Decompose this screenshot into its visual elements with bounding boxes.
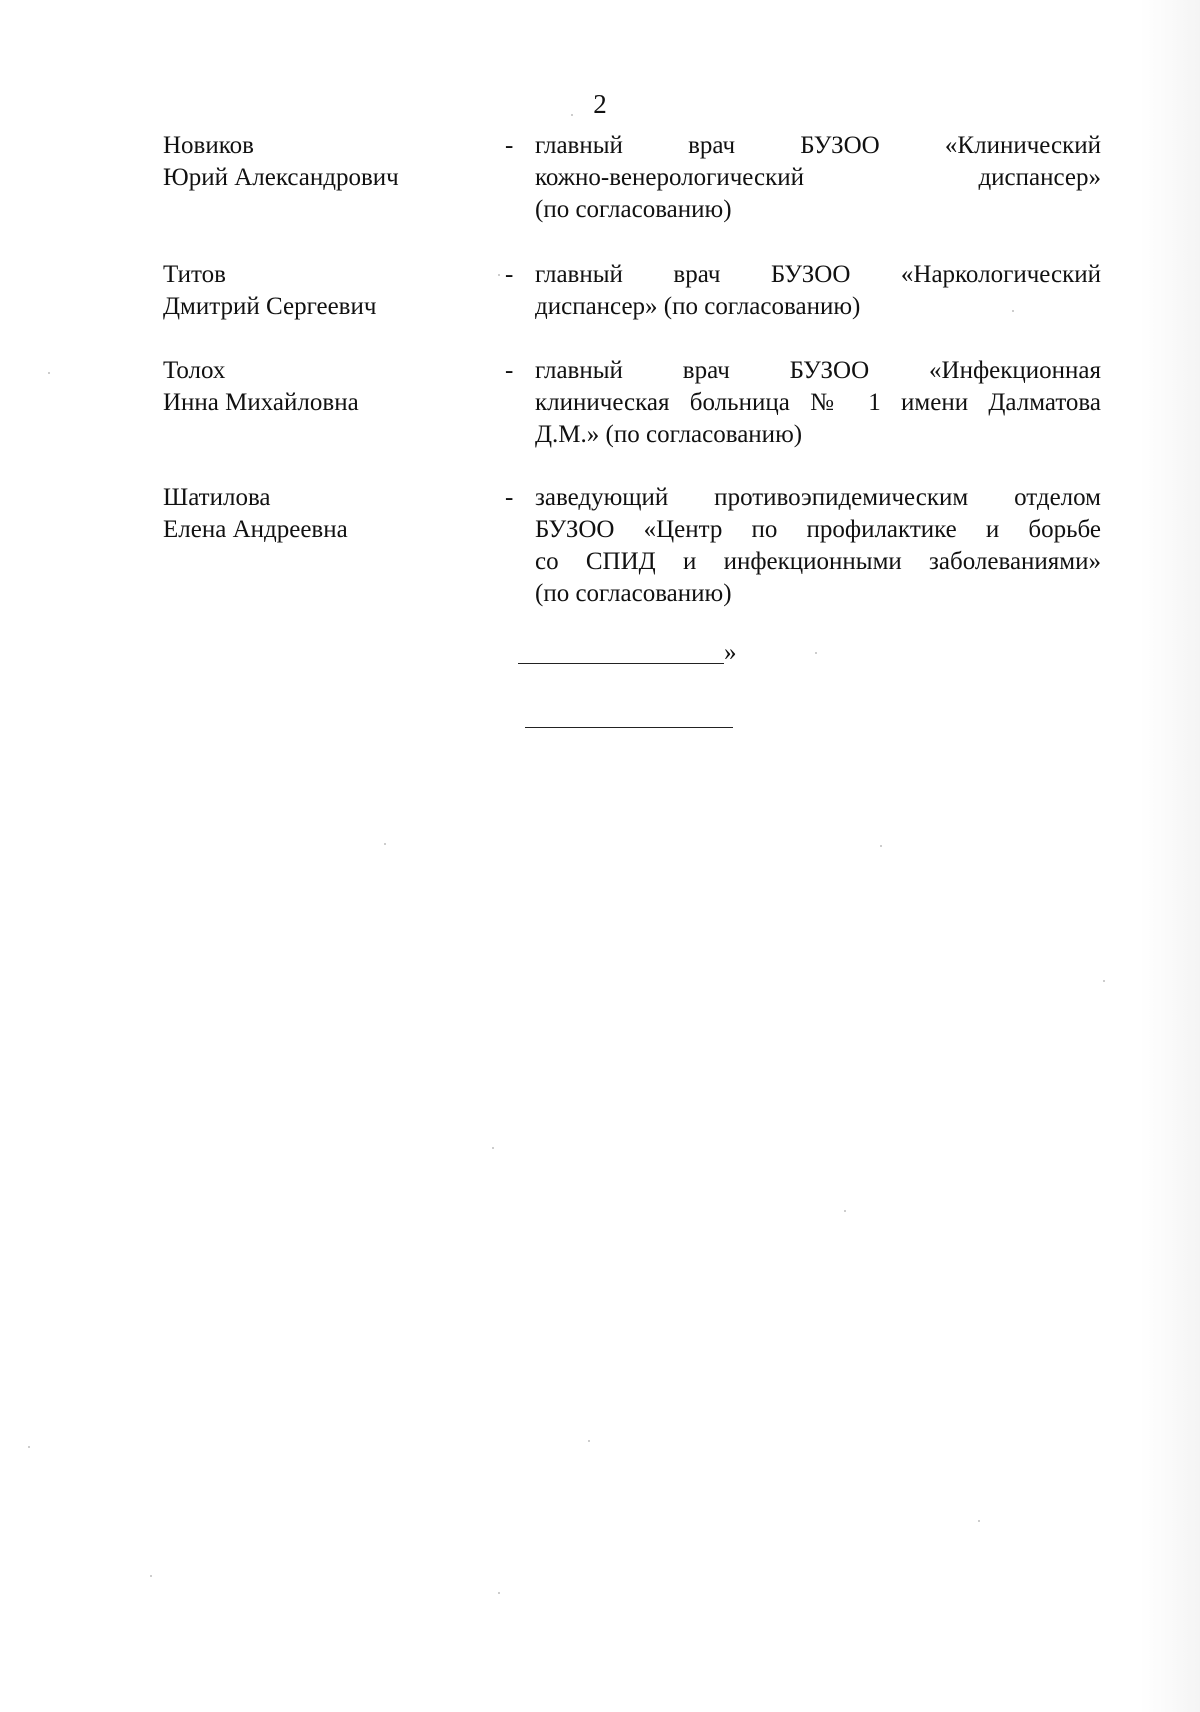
member-surname: Новиков <box>163 132 254 159</box>
closing-underline <box>518 663 724 664</box>
scan-speck <box>880 845 882 847</box>
position-line: заведующий противоэпидемическим отделом <box>535 484 1101 511</box>
position-line: главный врач БУЗОО «Клинический <box>535 132 1101 159</box>
scan-speck <box>588 1440 590 1442</box>
member-given-names: Елена Андреевна <box>163 516 348 543</box>
member-name <box>163 355 493 419</box>
closing-quote: » <box>724 639 737 666</box>
member-position <box>535 355 1101 451</box>
member-name <box>163 130 493 194</box>
member-name <box>163 259 493 323</box>
member-given-names: Дмитрий Сергеевич <box>163 293 377 320</box>
scan-speck <box>844 1210 846 1212</box>
scan-speck <box>48 372 50 374</box>
member-surname: Шатилова <box>163 484 271 511</box>
scan-speck <box>498 1592 500 1594</box>
scan-speck <box>492 1147 494 1149</box>
position-line: главный врач БУЗОО «Инфекционная <box>535 357 1101 384</box>
end-separator-line <box>525 727 733 728</box>
member-position <box>535 259 1101 323</box>
scan-speck <box>28 1446 30 1448</box>
entry-dash: - <box>505 261 514 288</box>
entry-dash: - <box>505 484 514 511</box>
page-number: 2 <box>593 89 607 119</box>
scan-speck <box>384 843 386 845</box>
member-surname: Толох <box>163 357 226 384</box>
position-line: (по согласованию) <box>535 580 732 607</box>
position-line: кожно-венерологический диспансер» <box>535 164 1101 191</box>
member-position <box>535 130 1101 226</box>
position-line: (по согласованию) <box>535 196 732 223</box>
scan-speck <box>1012 310 1014 312</box>
member-given-names: Инна Михайловна <box>163 389 359 416</box>
scan-speck <box>571 114 573 116</box>
scan-speck <box>815 652 817 654</box>
position-line: диспансер» (по согласованию) <box>535 293 861 320</box>
member-given-names: Юрий Александрович <box>163 164 399 191</box>
closing-mark <box>518 637 758 667</box>
member-name <box>163 482 493 546</box>
scan-speck <box>978 1520 980 1522</box>
position-line: главный врач БУЗОО «Наркологический <box>535 261 1101 288</box>
scan-edge-shading <box>1140 0 1200 1712</box>
position-line: Д.М.» (по согласованию) <box>535 421 803 448</box>
position-line: клиническая больница № 1 имени Далматова <box>535 389 1101 416</box>
entry-dash: - <box>505 357 514 384</box>
scan-speck <box>498 274 500 276</box>
member-surname: Титов <box>163 261 226 288</box>
member-position <box>535 482 1101 610</box>
position-line: БУЗОО «Центр по профилактике и борьбе <box>535 516 1101 543</box>
entry-dash: - <box>505 132 514 159</box>
scan-speck <box>1103 980 1105 982</box>
position-line: со СПИД и инфекционными заболеваниями» <box>535 548 1101 575</box>
scan-speck <box>150 1575 152 1577</box>
